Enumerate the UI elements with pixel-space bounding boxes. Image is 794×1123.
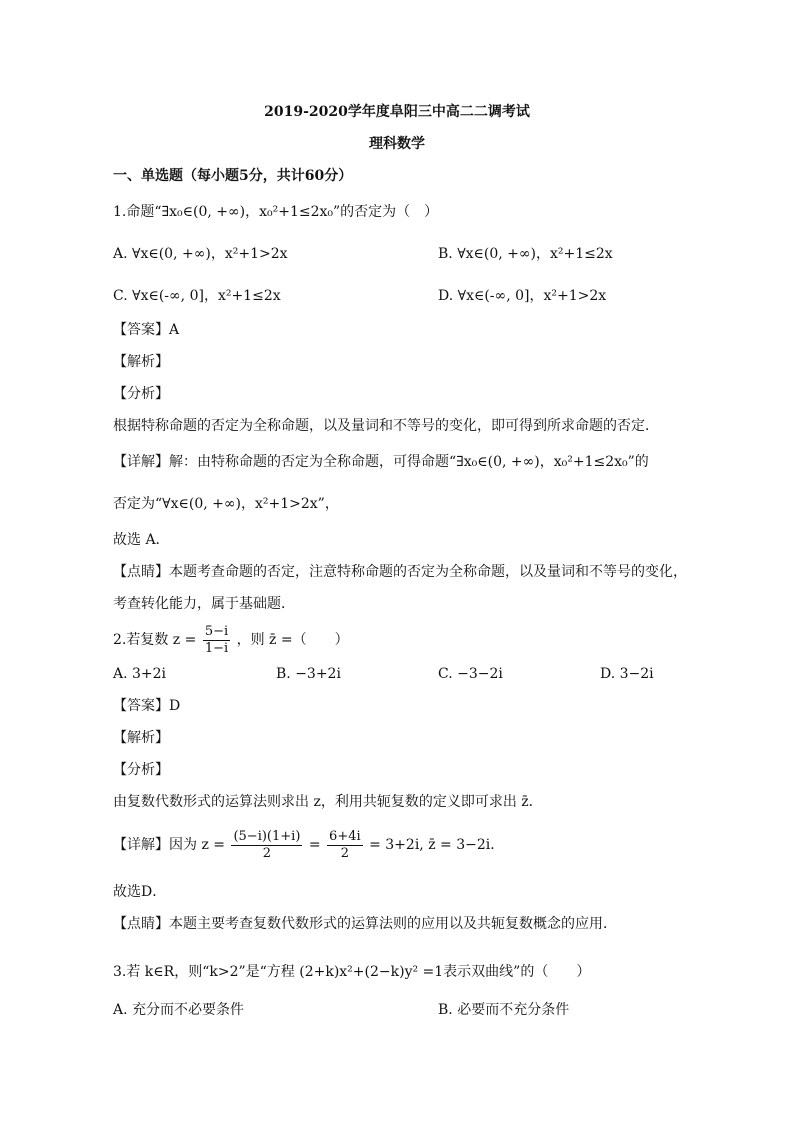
q2-analysis-label: 【解析】 [113,730,169,746]
q2-option-b: B. −3+2i [276,666,341,682]
section-heading: 一、单选题（每小题5分，共计60分） [113,168,353,184]
q2-detail-numerator-1: (5−i)(1+i) [233,828,301,844]
q1-stem: 1.命题“∃x₀∈(0, +∞)，x₀²+1≤2x₀”的否定为（ ） [113,204,439,220]
q2-detail-numerator-2: 6+4i [329,828,361,844]
q1-detail-line1: 【详解】解：由特称命题的否定为全称命题，可得命题“∃x₀∈(0, +∞)，x₀²+1≤2x₀”的 [113,454,649,470]
q2-detail-fraction-1 [231,829,302,862]
q2-stem-prefix: 2.若复数 z = [113,632,197,648]
q2-detail-suffix: = 3+2i, z̄ = 3−2i． [369,837,505,853]
q2-detail-fraction-2 [327,829,363,862]
q2-detail-denominator-1: 2 [262,845,272,861]
q2-option-d: D. 3−2i [600,666,654,682]
q1-comment-line2: 考查转化能力，属于基础题． [113,596,295,612]
q1-analysis-label: 【解析】 [113,354,169,370]
q2-stem-numerator: 5−i [204,623,229,639]
q2-detail [113,826,504,864]
q1-fenxi-text: 根据特称命题的否定为全称命题，以及量词和不等号的变化，即可得到所求命题的否定． [113,418,659,434]
q1-detail-line2: 否定为“∀x∈(0, +∞)，x²+1>2x”， [113,496,339,512]
exam-title: 2019-2020学年度阜阳三中高二二调考试 [264,104,530,120]
q2-option-a: A. 3+2i [113,666,167,682]
q2-option-c: C. −3−2i [438,666,503,682]
q1-comment-line1: 【点睛】本题考查命题的否定，注意特称命题的否定为全称命题，以及量词和不等号的变化， [113,564,687,580]
subject-title: 理科数学 [369,136,425,152]
q3-stem: 3.若 k∈R，则“k>2”是“方程 (2+k)x²+(2−k)y² =1表示双曲线”的（ ） [113,964,591,980]
q1-choose: 故选 A． [113,532,170,548]
q1-option-c: C. ∀x∈(-∞, 0]，x²+1≤2x [113,288,281,304]
q3-option-b: B. 必要而不充分条件 [438,1002,570,1018]
q1-option-a: A. ∀x∈(0, +∞)，x²+1>2x [113,246,288,262]
q2-stem [113,622,349,658]
q2-stem-fraction [203,624,230,657]
q3-option-a: A. 充分而不必要条件 [113,1002,245,1018]
q1-fenxi-label: 【分析】 [113,386,169,402]
q1-answer: 【答案】A [113,322,180,338]
q2-stem-suffix: ，则 z̄ =（ ） [236,632,349,648]
q2-detail-denominator-2: 2 [340,845,349,861]
q1-option-d: D. ∀x∈(-∞, 0]，x²+1>2x [438,288,607,304]
q2-stem-denominator: 1−i [204,640,229,656]
q2-detail-equals: = [308,837,321,853]
q2-fenxi-label: 【分析】 [113,762,169,778]
q2-comment: 【点睛】本题主要考查复数代数形式的运算法则的应用以及共轭复数概念的应用． [113,916,617,932]
q2-detail-prefix: 【详解】因为 z = [113,837,226,853]
q2-choose: 故选D． [113,884,167,900]
q2-answer: 【答案】D [113,698,181,714]
q2-fenxi-text: 由复数代数形式的运算法则求出 z，利用共轭复数的定义即可求出 z̄． [113,794,543,810]
q1-option-b: B. ∀x∈(0, +∞)，x²+1≤2x [438,246,613,262]
